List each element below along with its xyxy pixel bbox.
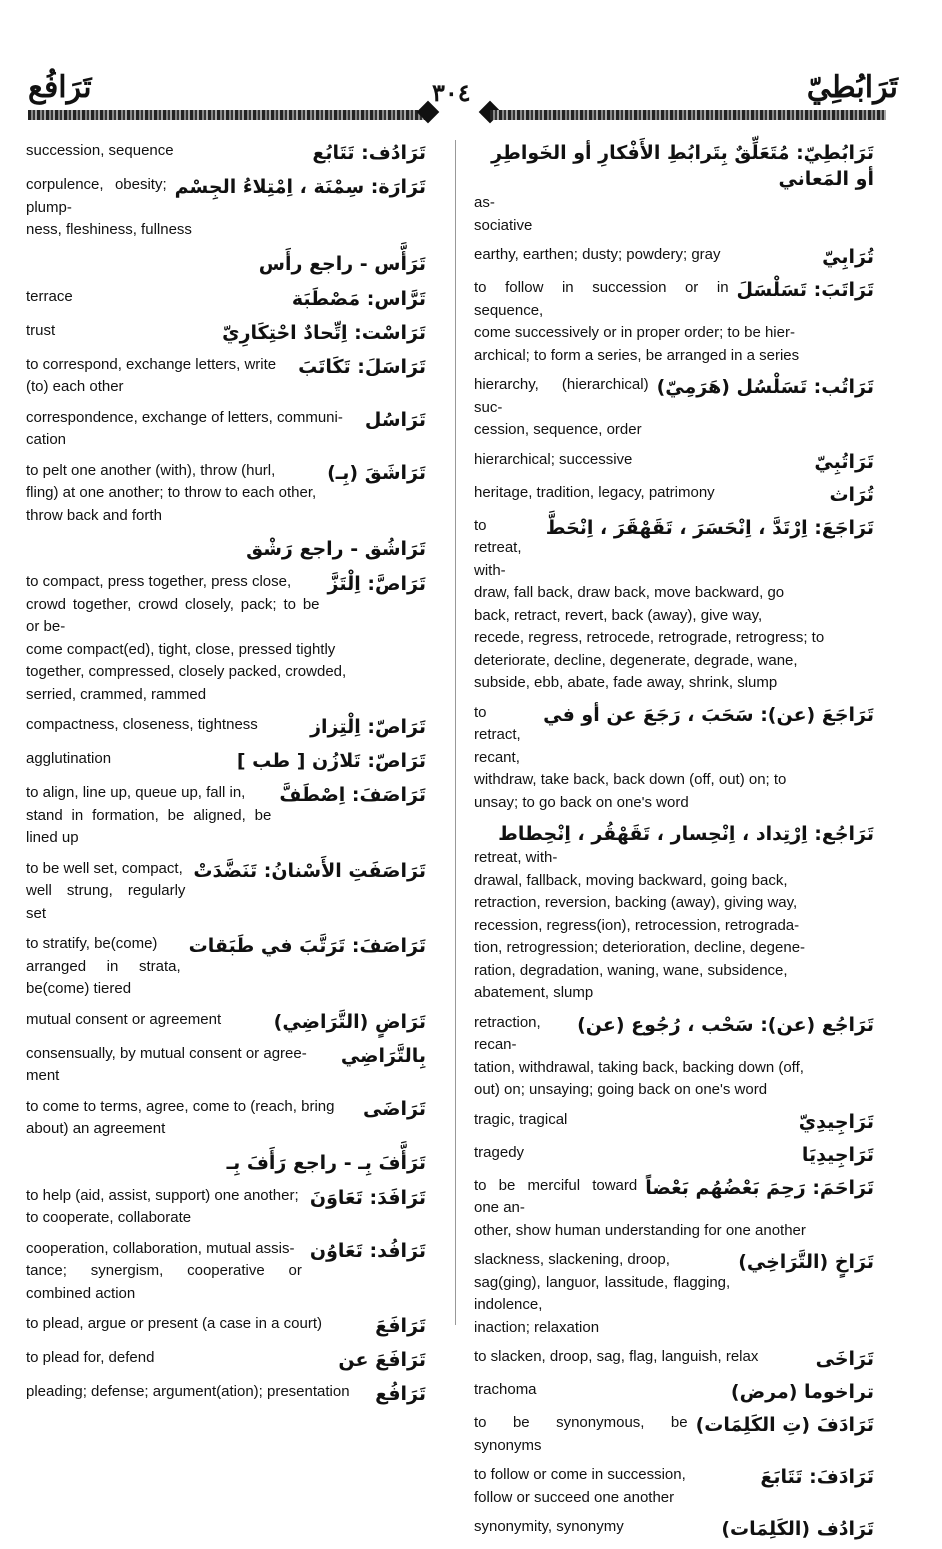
arabic-headword: تَرَاصَّ: اِلْتَزَّ [327,573,426,595]
gloss-line: sag(ging), languor, lassitude, flagging, indolence, [474,1273,731,1313]
gloss-line: fling) at one another; to throw to each other, [26,484,317,501]
arabic-headword: تُرَاث [829,483,874,506]
dictionary-entry [26,571,426,706]
dictionary-entry [26,1043,426,1088]
gloss-line: to be synonymous, be synonyms [474,1414,688,1454]
dictionary-entry [26,748,426,774]
dictionary-entry [474,702,874,815]
arabic-headword: تَرَاشَقَ (بِـ) [327,461,426,484]
gloss-line: mutual consent or agreement [26,1010,222,1028]
gloss-line: to plead for, defend [26,1349,155,1366]
dictionary-entry [474,374,874,442]
gloss-line: tragedy [474,1143,525,1161]
gloss-line: throw back and forth [26,506,162,524]
arabic-headword: تَرَاجِيدِيَا [801,1143,874,1166]
gloss-line: other, show human understanding for one another [474,1221,806,1239]
arabic-headword: تَرَاسُل [364,408,426,431]
english-gloss [26,1313,426,1336]
gloss-line: archical; to form a series, be arranged in a series [474,346,800,364]
arabic-headword: تَرَاخٍ (التَّرَاخِي) [738,1251,874,1273]
gloss-line: earthy, earthen; dusty; powdery; gray [474,246,721,263]
page-header [0,70,942,130]
dictionary-entry [26,1238,426,1306]
dictionary-entry [474,515,874,695]
gloss-line: retreat, with- [474,849,558,866]
gloss-line: to be merciful toward one an- [474,1176,638,1216]
dictionary-entry [26,460,426,528]
dictionary-entry [474,1464,874,1509]
left-column [26,140,426,1415]
arabic-headword: تراخوما (مرض) [730,1381,874,1403]
arabic-headword: تَرَاجُع (عن): سَحْب ، رُجُوع (عن) [577,1013,874,1036]
gloss-line: ment [26,1067,60,1084]
gloss-line: arranged in strata, be(come) tiered [26,957,181,997]
gloss-line: to help (aid, assist, support) one another; [26,1186,299,1204]
arabic-headword: تَرَاسَلَ: تَكَاتَبَ [298,355,426,378]
arabic-headword: تَرَاحَمَ: رَحِمَ بَعْضُهُم بَعْضاً [645,1176,874,1199]
gloss-line: tragic, tragical [474,1110,568,1128]
gloss-line: to slacken, droop, sag, flag, languish, relax [474,1348,759,1365]
arabic-headword: تَرَافُد: تَعَاوُن [309,1239,426,1262]
arabic-headword: تَرَاصّ: اِلْتِزاز [310,716,426,738]
dictionary-entry [26,140,426,166]
dictionary-entry [474,1012,874,1102]
gloss-line: compactness, closeness, tightness [26,716,258,733]
gloss-line: drawal, fallback, moving backward, going back, [474,871,788,889]
arabic-headword: تَرَاجَعَ (عن): سَحَبَ ، رَجَعَ عن أو في [543,703,874,726]
dictionary-entry [26,1381,426,1407]
dictionary-entry [474,277,874,367]
arabic-headword: تَرَادُف (الكَلِمَات) [721,1518,874,1540]
dictionary-entry [474,1142,874,1168]
gloss-line: back, retract, revert, back (away), give way, [474,606,763,624]
dictionary-entry [474,1412,874,1457]
gloss-line: terrace [26,287,73,305]
arabic-headword: تَرَارَة: سِمْنَة ، اِمْتِلاءُ الجِسْم [174,176,426,198]
right-running-headword: تَرَابُطِيّ [806,70,898,105]
arabic-headword: تَرَاجُع: اِرْتِداد ، اِنْحِسار ، تَقَهْقُر ، اِنْحِطاط [498,823,874,845]
gloss-line: to cooperate, collaborate [26,1209,192,1226]
dictionary-entry [26,1149,426,1177]
gloss-line: deteriorate, decline, degenerate, degrade, wane, [474,651,798,669]
gloss-line: tion, retrogression; deterioration, decline, degene- [474,939,806,956]
gloss-line: retraction, recan- [474,1013,541,1053]
arabic-headword: تَرَاتَبَ: تَسَلْسَلَ [736,279,874,301]
gloss-line: cation [26,431,67,448]
arabic-headword: تَرَاصَفَتِ الأَسْنانُ: تَنَضَّدَتْ [193,859,426,882]
dictionary-entry [26,782,426,850]
arabic-headword: تَرَاضَى [362,1097,426,1120]
gloss-line: to pelt one another (with), throw (hurl, [26,461,276,479]
english-gloss [474,821,874,1005]
gloss-line: synonymity, synonymy [474,1518,624,1535]
gloss-line: recede, regress, retrocede, retrograde, retrogress; to [474,629,825,646]
english-gloss [474,1346,874,1369]
dictionary-entry [26,354,426,399]
dictionary-entry [474,449,874,475]
gloss-line: together, compressed, closely packed, crowded, [26,663,347,680]
gloss-line: stand in formation, be aligned, be lined up [26,806,272,846]
gloss-line: subside, ebb, abate, fade away, shrink, slump [474,674,778,691]
gloss-line: pleading; defense; argument(ation); presentation [26,1383,350,1400]
gloss-line: follow or succeed one another [474,1488,675,1506]
header-rule-left [28,110,426,120]
dictionary-entry [26,1009,426,1035]
gloss-line: succession, sequence [26,142,174,159]
dictionary-entry [26,1347,426,1373]
gloss-line: to align, line up, queue up, fall in, [26,784,246,801]
english-gloss [474,244,874,267]
arabic-headword: تَرَاتُبِيّ [814,450,874,473]
arabic-headword: تَرَاصَفَ: تَرَتَّبَ في طَبَقات [188,935,426,957]
gloss-line: unsay; to go back on one's word [474,793,689,811]
gloss-line: come compact(ed), tight, close, pressed tightly [26,640,336,658]
dictionary-entry [26,174,426,242]
gloss-line: as- [474,194,495,211]
english-gloss [474,515,874,695]
arabic-headword: تَرَاصَفَ: اِصْطَفَّ [279,784,426,806]
gloss-line: agglutination [26,750,112,767]
arabic-headword: تُرَابِيّ [822,246,874,268]
arabic-headword: تَرَادَفَ: تَتَابَعَ [760,1466,874,1488]
gloss-line: to retreat, with- [474,516,522,579]
right-column [474,140,874,1549]
gloss-line: crowd together, crowd closely, pack; to be or be- [26,595,320,635]
dictionary-entry [26,1185,426,1230]
gloss-line: to be well set, compact, [26,859,183,877]
gloss-line: ness, fleshiness, fullness [26,221,192,238]
dictionary-entry [474,140,874,237]
cross-reference: تَرَأَّفَ بِـ - راجع رَأَفَ بِـ [226,1151,426,1174]
dictionary-entry [474,482,874,508]
column-divider [455,140,456,1325]
arabic-headword: تَرَادَفَ (تِ الكَلِمَات) [695,1414,874,1436]
arabic-headword: تَرَاجِيدِيّ [798,1110,874,1133]
gloss-line: inaction; relaxation [474,1318,600,1336]
cross-reference: تَرَاشُق - راجع رَشْق [246,538,426,560]
gloss-line: trachoma [474,1381,537,1398]
arabic-headword: بِالتَّرَاضِي [340,1044,426,1067]
dictionary-entry [474,1379,874,1405]
arabic-headword: تَرَّاس: مَصْطَبَة [291,287,426,310]
arabic-headword: تَرَافَعَ [375,1315,426,1337]
gloss-line: cooperation, collaboration, mutual assis- [26,1239,295,1257]
dictionary-entry [26,407,426,452]
arabic-headword: تَرَاضٍ (التَّرَاضِي) [273,1010,426,1033]
gloss-line: to compact, press together, press close, [26,573,292,590]
arabic-headword: تَرَادُف: تَتَابُع [312,142,426,164]
gloss-line: tation, withdrawal, taking back, backing down (off, [474,1058,804,1076]
gloss-line: slackness, slackening, droop, [474,1251,670,1268]
gloss-line: cession, sequence, order [474,421,642,438]
gloss-line: to retract, recant, [474,703,521,766]
gloss-line: hierarchical; successive [474,450,633,468]
header-rule-right [490,110,886,120]
gloss-line: serried, crammed, rammed [26,685,207,703]
arabic-headword: تَرَافُع [375,1383,426,1405]
arabic-headword: تَرَابُطِيّ: مُتَعَلِّقٌ بِتَرابُطِ الأَفْكارِ أو الخَواطِرِ أو المَعاني [491,142,874,190]
dictionary-entry [474,1516,874,1542]
gloss-line: recession, regress(ion), retrocession, retrograda- [474,916,800,934]
gloss-line: tance; synergism, cooperative or combined action [26,1262,302,1302]
arabic-headword: تَرَافَعَ عن [338,1349,426,1371]
dictionary-entry [26,714,426,740]
gloss-line: well strung, regularly set [26,882,186,922]
page-number: ٣٠٤ [432,78,471,107]
left-running-headword: تَرَافُع [28,70,92,105]
dictionary-entry [26,1313,426,1339]
dictionary-entry [26,933,426,1001]
arabic-headword: تَرَاجَعَ: اِرْتَدَّ ، اِنْحَسَرَ ، تَقَهْقَرَ ، اِنْحَطَّ [545,516,874,539]
arabic-headword: تَرَافَدَ: تَعَاوَنَ [309,1186,426,1209]
gloss-line: to correspond, exchange letters, write [26,355,277,373]
gloss-line: sociative [474,216,533,234]
gloss-line: to follow in succession or in sequence, [474,279,729,319]
gloss-line: withdraw, take back, back down (off, out) on; to [474,771,787,788]
gloss-line: come successively or in proper order; to be hier- [474,324,795,341]
gloss-line: to follow or come in succession, [474,1466,686,1483]
dictionary-entry [474,1175,874,1243]
dictionary-entry [474,1346,874,1372]
dictionary-entry [26,286,426,312]
dictionary-entry [26,535,426,563]
gloss-line: corpulence, obesity; plump- [26,176,167,216]
gloss-line: out) on; unsaying; going back on one's word [474,1081,768,1098]
dictionary-entry [474,1109,874,1135]
gloss-line: trust [26,321,56,339]
gloss-line: abatement, slump [474,984,594,1001]
dictionary-entry [26,250,426,278]
english-gloss [474,482,874,505]
gloss-line: draw, fall back, draw back, move backward, go [474,584,785,601]
gloss-line: heritage, tradition, legacy, patrimony [474,483,715,501]
dictionary-entry [474,1249,874,1339]
cross-reference: تَرَأَّس - راجع رأَس [258,252,426,275]
gloss-line: to stratify, be(come) [26,935,158,952]
english-gloss [26,1381,426,1404]
arabic-headword: تَرَاصّ: تَلازُن [ طب ] [236,750,426,772]
arabic-headword: تَرَاسْت: اِتِّحادٌ احْتِكَارِيّ [222,321,426,344]
gloss-line: consensually, by mutual consent or agree- [26,1044,307,1062]
gloss-line: hierarchy, (hierarchical) suc- [474,376,649,416]
dictionary-entry [26,858,426,926]
arabic-headword: تَرَاخَى [815,1348,874,1370]
gloss-line: about) an agreement [26,1120,166,1137]
arabic-headword: تَرَاتُب: تَسَلْسُل (هَرَمِيّ) [656,376,874,398]
gloss-line: to plead, argue or present (a case in a court) [26,1315,323,1332]
dictionary-entry [26,320,426,346]
dictionary-entry [474,821,874,1005]
dictionary-entry [26,1096,426,1141]
gloss-line: to come to terms, agree, come to (reach, bring [26,1097,335,1115]
gloss-line: retraction, reversion, backing (away), giving way, [474,894,798,911]
gloss-line: correspondence, exchange of letters, communi- [26,408,343,426]
gloss-line: (to) each other [26,378,124,395]
gloss-line: ration, degradation, waning, wane, subsidence, [474,961,788,979]
dictionary-entry [474,244,874,270]
